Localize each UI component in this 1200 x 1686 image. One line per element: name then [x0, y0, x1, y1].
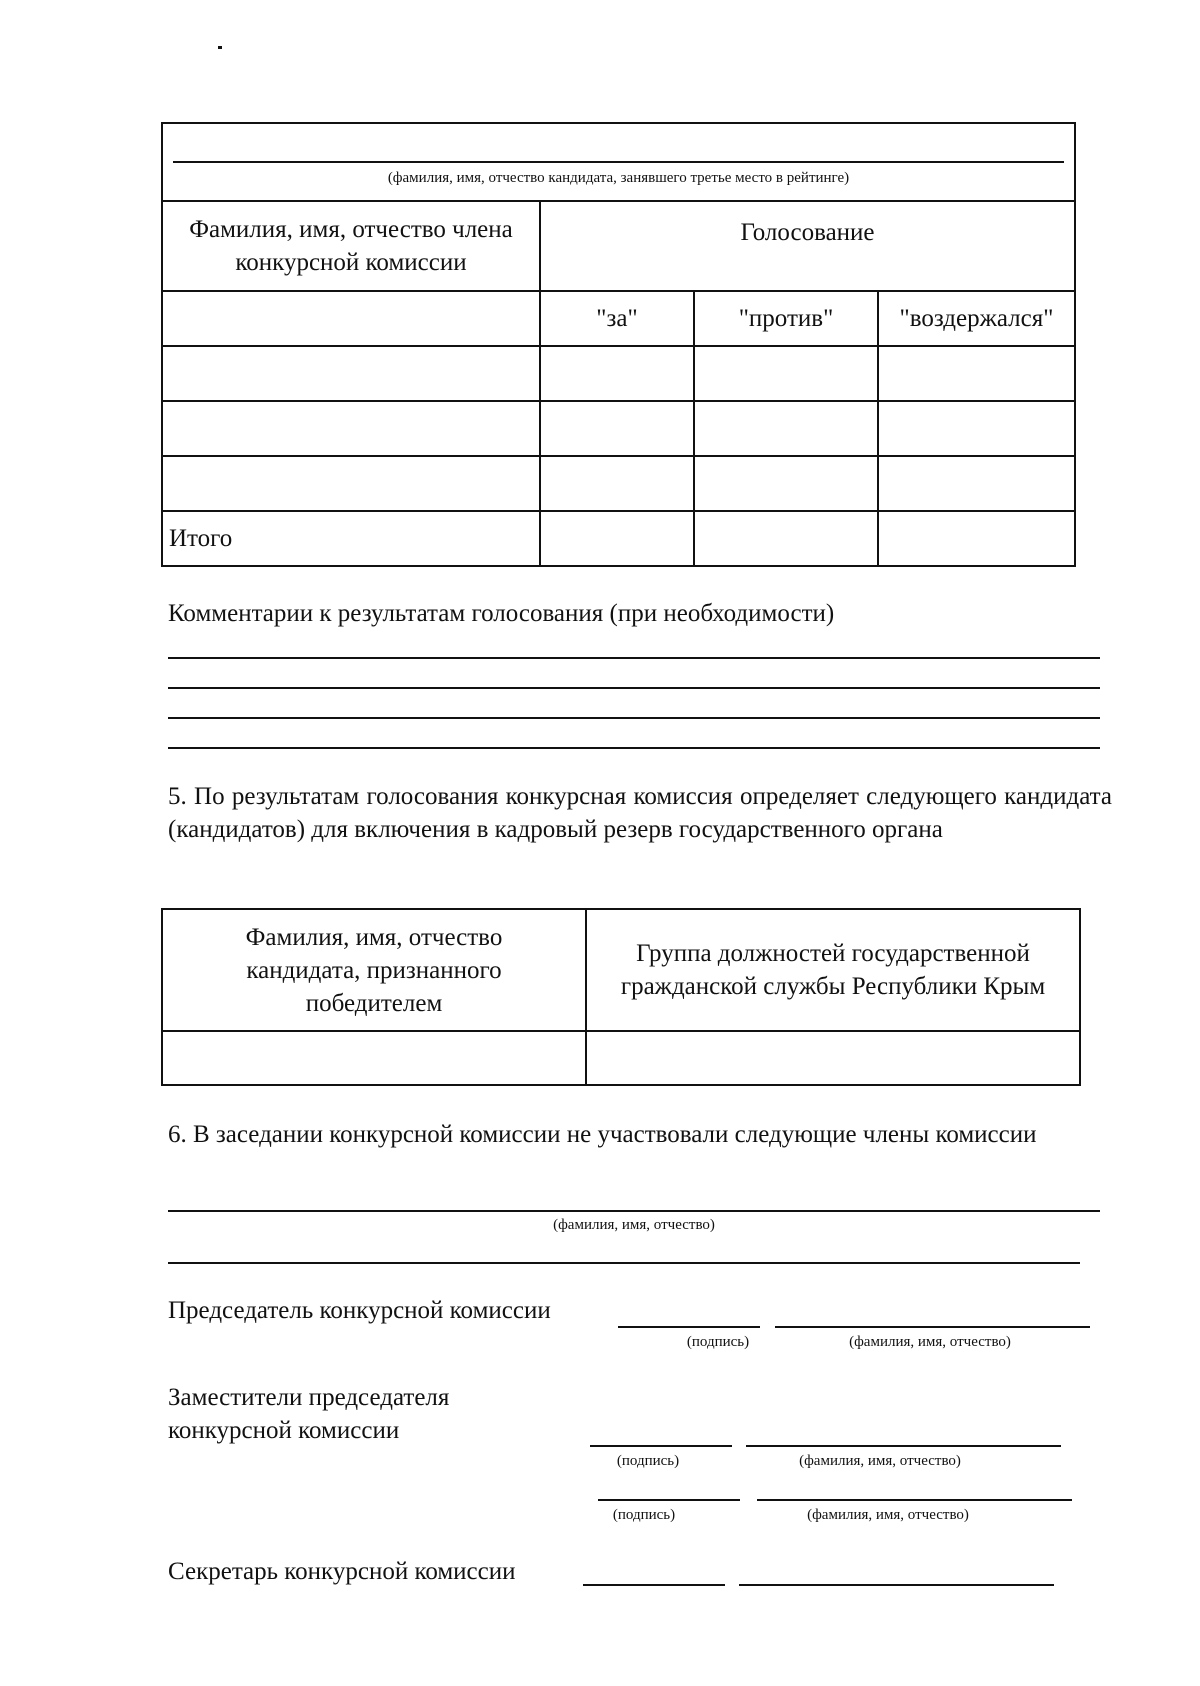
deputy-2-signature-caption: (подпись) [612, 1507, 676, 1523]
total-row [162, 511, 1075, 566]
table-cell[interactable] [540, 346, 694, 401]
deputies-label-line-1: Заместители председателя [168, 1384, 450, 1411]
table-row [162, 1031, 1080, 1085]
absent-members-line-2[interactable] [168, 1262, 1080, 1264]
table-cell[interactable] [694, 456, 878, 511]
absent-members-line[interactable] [168, 1210, 1100, 1212]
winner-table [161, 908, 1081, 1086]
chairman-signature-line[interactable] [618, 1326, 760, 1328]
table-cell[interactable] [162, 291, 540, 346]
table-cell[interactable] [694, 511, 878, 566]
table-cell[interactable] [586, 1031, 1080, 1085]
table-cell[interactable] [540, 511, 694, 566]
table-cell[interactable] [162, 346, 540, 401]
col-for-header: "за" [540, 291, 694, 346]
comment-line[interactable] [168, 717, 1100, 719]
candidate-caption: (фамилия, имя, отчество кандидата, занявшего третье место в рейтинге) [387, 170, 850, 186]
member-header: Фамилия, имя, отчество члена конкурсной комиссии [162, 201, 540, 291]
table-cell[interactable] [878, 511, 1075, 566]
deputy-2-name-line[interactable] [757, 1499, 1072, 1501]
chairman-signature-caption: (подпись) [686, 1334, 750, 1350]
deputy-2-signature-line[interactable] [598, 1499, 740, 1501]
position-group-header: Группа должностей государственной гражданской службы Республики Крым [586, 909, 1080, 1031]
deputy-1-signature-caption: (подпись) [616, 1453, 680, 1469]
chairman-label: Председатель конкурсной комиссии [168, 1297, 551, 1324]
col-abstained-header: "воздержался" [878, 291, 1075, 346]
scan-speck [218, 46, 222, 49]
secretary-name-line[interactable] [739, 1584, 1054, 1586]
comment-line[interactable] [168, 687, 1100, 689]
table-row [162, 401, 1075, 456]
total-label: Итого [162, 511, 540, 566]
table-row [162, 456, 1075, 511]
deputy-1-signature-line[interactable] [590, 1445, 732, 1447]
col-against-header: "против" [694, 291, 878, 346]
table-cell[interactable] [162, 401, 540, 456]
table-cell[interactable] [540, 456, 694, 511]
secretary-label: Секретарь конкурсной комиссии [168, 1558, 516, 1585]
candidate-name-cell [162, 123, 1075, 201]
deputies-label-line-2: конкурсной комиссии [168, 1417, 400, 1444]
table-cell[interactable] [694, 401, 878, 456]
comment-line[interactable] [168, 747, 1100, 749]
table-cell[interactable] [162, 1031, 586, 1085]
absent-members-caption: (фамилия, имя, отчество) [553, 1217, 715, 1233]
comment-line[interactable] [168, 657, 1100, 659]
voting-table [161, 122, 1076, 567]
chairman-name-caption: (фамилия, имя, отчество) [849, 1334, 1011, 1350]
chairman-name-line[interactable] [775, 1326, 1090, 1328]
deputy-2-name-caption: (фамилия, имя, отчество) [807, 1507, 969, 1523]
table-cell[interactable] [540, 401, 694, 456]
table-cell[interactable] [162, 456, 540, 511]
winner-name-header: Фамилия, имя, отчество кандидата, признанного победителем [162, 909, 586, 1031]
table-row [162, 346, 1075, 401]
section-6-text: 6. В заседании конкурсной комиссии не участвовали следующие члены комиссии [168, 1121, 1037, 1148]
secretary-signature-line[interactable] [583, 1584, 725, 1586]
section-5-text: 5. По результатам голосования конкурсная комиссия определяет следующего кандидата (кандидатов) для включения в кадровый резерв государственного органа [168, 783, 1112, 843]
voting-header: Голосование [540, 201, 1075, 291]
deputy-1-name-caption: (фамилия, имя, отчество) [799, 1453, 961, 1469]
table-cell[interactable] [878, 346, 1075, 401]
comments-label: Комментарии к результатам голосования (при необходимости) [168, 600, 835, 627]
deputy-1-name-line[interactable] [746, 1445, 1061, 1447]
table-cell[interactable] [878, 401, 1075, 456]
candidate-name-line[interactable] [173, 161, 1064, 163]
table-cell[interactable] [694, 346, 878, 401]
table-cell[interactable] [878, 456, 1075, 511]
